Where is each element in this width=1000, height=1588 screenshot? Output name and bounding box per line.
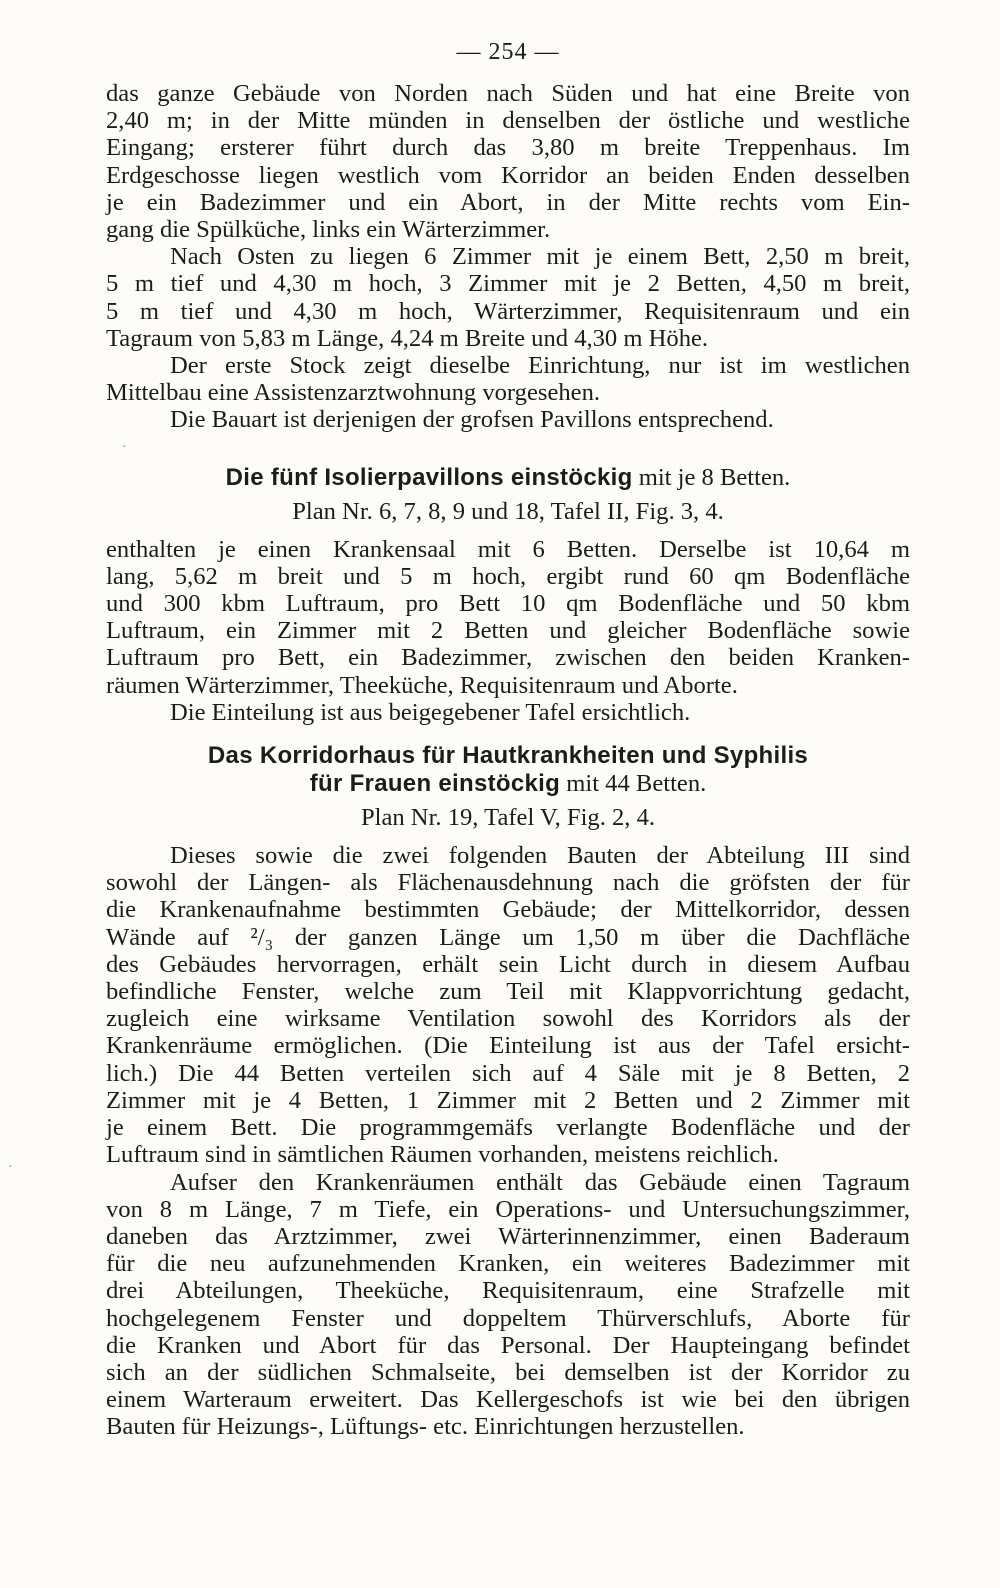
text-line: von 8 m Länge, 7 m Tiefe, ein Operations- und Untersuchungszimmer, [106, 1195, 910, 1223]
section-heading-isolierpavillons [106, 464, 910, 492]
text-line: des Gebäudes hervorragen, erhält sein Licht durch in diesem Aufbau [106, 950, 910, 978]
heading-bold: Die fünf Isolierpavillons einstöckig [225, 463, 633, 491]
text-line: 5 m tief und 4,30 m hoch, 3 Zimmer mit je 2 Betten, 4,50 m breit, [106, 270, 910, 298]
text-line: das ganze Gebäude von Norden nach Süden und hat eine Breite von [106, 80, 910, 107]
text-line: Aufser den Krankenräumen enthält das Gebäude einen Tagraum [170, 1168, 910, 1196]
section-continuation [106, 80, 910, 434]
heading-rest: mit je 8 Betten. [632, 463, 791, 491]
text-line: für die neu aufzunehmenden Kranken, ein weiteres Badezimmer mit [106, 1250, 910, 1278]
text-line: Luftraum sind in sämtlichen Räumen vorhanden, meistens reichlich. [106, 1141, 779, 1169]
text-line: gang die Spülküche, links ein Wärterzimmer. [106, 216, 551, 244]
text-line: hochgelegenem Fenster und doppeltem Thürverschlufs, Aborte für [106, 1304, 910, 1332]
text-line: Krankenräume ermöglichen. (Die Einteilung ist aus der Tafel ersicht- [106, 1032, 910, 1060]
text-line: die Krankenaufnahme bestimmten Gebäude; der Mittelkorridor, dessen [106, 896, 910, 924]
speck-mark: · [8, 1160, 13, 1175]
page-number: — 254 — [456, 39, 560, 65]
heading-bold: Das Korridorhaus für Hautkrankheiten und Syphilis [207, 742, 809, 770]
speck-mark: · [122, 440, 127, 455]
text-line: und 300 kbm Luftraum, pro Bett 10 qm Bodenfläche und 50 kbm [106, 590, 910, 618]
text-line: einem Warteraum erweitert. Das Kellergeschofs ist wie bei den übrigen [106, 1386, 910, 1414]
text-line: Erdgeschosse liegen westlich vom Korridor an beiden Enden desselben [106, 161, 910, 189]
text-line: zugleich eine wirksame Ventilation sowohl des Korridors als der [106, 1005, 910, 1033]
text-line: Zimmer mit je 4 Betten, 1 Zimmer mit 2 Betten und 2 Zimmer mit [106, 1086, 910, 1114]
plan-reference: Plan Nr. 19, Tafel V, Fig. 2, 4. [360, 804, 656, 832]
text-line: Nach Osten zu liegen 6 Zimmer mit je einem Bett, 2,50 m breit, [170, 243, 910, 271]
text-line: 5 m tief und 4,30 m hoch, Wärterzimmer, Requisitenraum und ein [106, 297, 910, 325]
section-isolierpavillons-body [106, 536, 910, 726]
section-korridorhaus-body [106, 842, 910, 1440]
plan-reference: Plan Nr. 6, 7, 8, 9 und 18, Tafel II, Fig. 3, 4. [292, 497, 724, 525]
text-line: enthalten je einen Krankensaal mit 6 Betten. Derselbe ist 10,64 m [106, 535, 910, 563]
text-line: Die Bauart ist derjenigen der grofsen Pavillons entsprechend. [170, 406, 774, 434]
text-line: Dieses sowie die zwei folgenden Bauten der Abteilung III sind [170, 842, 910, 870]
text-line: räumen Wärterzimmer, Theeküche, Requisitenraum und Aborte. [106, 671, 738, 699]
text-line: Tagraum von 5,83 m Länge, 4,24 m Breite und 4,30 m Höhe. [106, 324, 709, 352]
text-line: Bauten für Heizungs-, Lüftungs- etc. Einrichtungen herzustellen. [106, 1413, 745, 1441]
heading-bold: für Frauen einstöckig [309, 770, 561, 798]
text-line: Eingang; ersterer führt durch das 3,80 m breite Treppenhaus. Im [106, 134, 910, 162]
text-line: sich an der südlichen Schmalseite, bei demselben ist der Korridor zu [106, 1358, 910, 1386]
text-line: Die Einteilung ist aus beigegebener Tafel ersichtlich. [170, 698, 691, 726]
text-line: je ein Badezimmer und ein Abort, in der Mitte rechts vom Ein- [106, 188, 910, 216]
section-heading-korridorhaus [106, 742, 910, 770]
text-line: Wände auf ²/₃ der ganzen Länge um 1,50 m über die Dachfläche [106, 923, 910, 951]
heading-rest: mit 44 Betten. [560, 770, 707, 798]
text-line: Luftraum pro Bett, ein Badezimmer, zwischen den beiden Kranken- [106, 644, 910, 672]
text-line: je einem Bett. Die programmgemäfs verlangte Bodenfläche und der [106, 1114, 910, 1142]
text-line: Luftraum, ein Zimmer mit 2 Betten und gleicher Bodenfläche sowie [106, 617, 910, 645]
text-line: befindliche Fenster, welche zum Teil mit Klappvorrichtung gedacht, [106, 978, 910, 1006]
text-line: Der erste Stock zeigt dieselbe Einrichtung, nur ist im westlichen [170, 352, 910, 380]
section-heading-korridorhaus-line2 [106, 770, 910, 798]
text-line: die Kranken und Abort für das Personal. Der Haupteingang befindet [106, 1331, 910, 1359]
text-line: lang, 5,62 m breit und 5 m hoch, ergibt rund 60 qm Bodenfläche [106, 562, 910, 590]
text-line: daneben das Arztzimmer, zwei Wärterinnenzimmer, einen Baderaum [106, 1222, 910, 1250]
text-line: sowohl der Längen- als Flächenausdehnung nach die gröfsten der für [106, 869, 910, 897]
text-line: Mittelbau eine Assistenzarztwohnung vorgesehen. [106, 379, 601, 407]
text-line: lich.) Die 44 Betten verteilen sich auf 4 Säle mit je 8 Betten, 2 [106, 1059, 910, 1087]
text-line: drei Abteilungen, Theeküche, Requisitenraum, eine Strafzelle mit [106, 1277, 910, 1305]
text-line: 2,40 m; in der Mitte münden in denselben der östliche und westliche [106, 107, 910, 135]
